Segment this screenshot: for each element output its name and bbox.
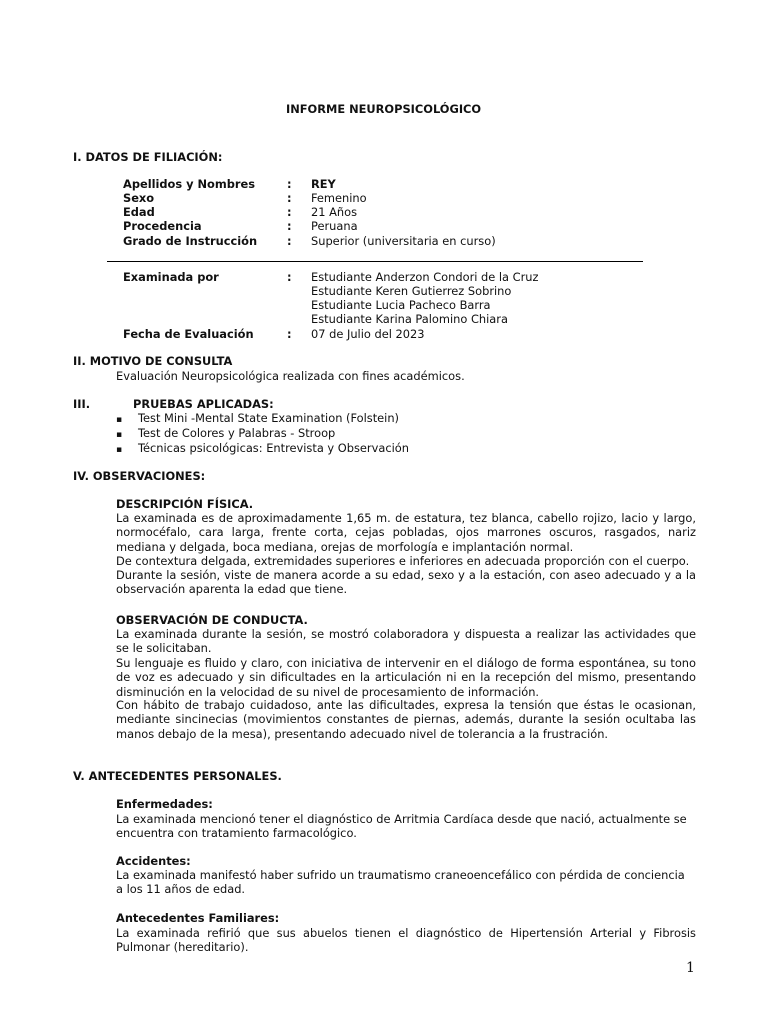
- section-v-heading: V. ANTECEDENTES PERSONALES.: [73, 769, 282, 783]
- value-fecha: 07 de Julio del 2023: [311, 327, 425, 341]
- conducta-paragraph-3: Con hábito de trabajo cuidadoso, ante las dificultades, expresa la tensión que éstas le ocasionan, mediante sincinecias (movimientos constantes de piernas, además, durante la sesión ocultaba las manos debajo de la mesa), presentando adecuado nivel de tolerancia a la frustración.: [116, 698, 696, 741]
- conducta-paragraph-2: Su lenguaje es fluido y claro, con iniciativa de intervenir en el diálogo de forma espontánea, su tono de voz es adecuado y sin dificultades en la articulación ni en la recepción del mismo, presentando disminución en la velocidad de su nivel de procesamiento de información.: [116, 656, 696, 699]
- value-edad: 21 Años: [311, 205, 358, 219]
- examiner-3: Estudiante Lucia Pacheco Barra: [311, 298, 491, 312]
- section-iv-heading: IV. OBSERVACIONES:: [73, 469, 206, 483]
- bullet-icon: ▪: [116, 445, 123, 455]
- colon: :: [287, 219, 292, 233]
- motivo-text: Evaluación Neuropsicológica realizada con fines académicos.: [116, 369, 465, 383]
- conducta-heading: OBSERVACIÓN DE CONDUCTA.: [116, 613, 308, 627]
- list-item: [116, 426, 335, 442]
- accidentes-line-2: a los 11 años de edad.: [116, 882, 246, 896]
- colon: :: [287, 270, 292, 284]
- label-sexo: Sexo: [123, 191, 155, 205]
- label-edad: Edad: [123, 205, 155, 219]
- report-title: INFORME NEUROPSICOLÓGICO: [286, 102, 482, 116]
- value-sexo: Femenino: [311, 191, 367, 205]
- page-number: 1: [686, 960, 695, 976]
- test-item-2: Test de Colores y Palabras - Stroop: [138, 426, 336, 440]
- label-apellidos: Apellidos y Nombres: [123, 177, 256, 191]
- colon: :: [287, 177, 292, 191]
- label-grado: Grado de Instrucción: [123, 234, 258, 248]
- examiner-1: Estudiante Anderzon Condori de la Cruz: [311, 270, 539, 284]
- bullet-icon: ▪: [116, 415, 123, 425]
- examiner-2: Estudiante Keren Gutierrez Sobrino: [311, 284, 512, 298]
- fisica-paragraph-2: De contextura delgada, extremidades superiores e inferiores en adecuada proporción con el cuerpo.: [116, 554, 690, 568]
- section-ii-heading: II. MOTIVO DE CONSULTA: [73, 354, 233, 368]
- familiares-paragraph: La examinada refirió que sus abuelos tienen el diagnóstico de Hipertensión Arterial y Fibrosis Pulmonar (hereditario).: [116, 926, 696, 955]
- section-i-heading: I. DATOS DE FILIACIÓN:: [73, 150, 223, 164]
- colon: :: [287, 234, 292, 248]
- colon: :: [287, 205, 292, 219]
- section-iii-heading: PRUEBAS APLICADAS:: [133, 397, 274, 411]
- list-item: [116, 411, 399, 427]
- value-grado: Superior (universitaria en curso): [311, 234, 496, 248]
- test-item-1: Test Mini -Mental State Examination (Folstein): [138, 411, 399, 425]
- test-item-3: Técnicas psicológicas: Entrevista y Observación: [138, 441, 409, 455]
- fisica-paragraph-3: Durante la sesión, viste de manera acorde a su edad, sexo y a la estación, con aseo adecuado y a la observación aparenta la edad que tiene.: [116, 568, 696, 597]
- accidentes-heading: Accidentes:: [116, 854, 191, 868]
- bullet-icon: ▪: [116, 430, 123, 440]
- examiner-4: Estudiante Karina Palomino Chiara: [311, 312, 508, 326]
- divider-line: [107, 261, 643, 262]
- enfermedades-heading: Enfermedades:: [116, 797, 213, 811]
- value-procedencia: Peruana: [311, 219, 358, 233]
- conducta-paragraph-1: La examinada durante la sesión, se mostró colaboradora y dispuesta a realizar las actividades que se le solicitaban.: [116, 627, 696, 656]
- list-item: [116, 441, 409, 457]
- accidentes-line-1: La examinada manifestó haber sufrido un traumatismo craneoencefálico con pérdida de conciencia: [116, 868, 685, 882]
- colon: :: [287, 191, 292, 205]
- label-fecha: Fecha de Evaluación: [123, 327, 254, 341]
- familiares-heading: Antecedentes Familiares:: [116, 911, 280, 925]
- fisica-heading: DESCRIPCIÓN FÍSICA.: [116, 497, 254, 511]
- fisica-paragraph-1: La examinada es de aproximadamente 1,65 m. de estatura, tez blanca, cabello rojizo, lacio y largo, normocéfalo, cara larga, frente corta, cejas pobladas, ojos marrones oscuros, rasgados, nariz mediana y delgada, boca mediana, orejas de morfología e implantación normal.: [116, 511, 696, 554]
- label-procedencia: Procedencia: [123, 219, 202, 233]
- label-examinada: Examinada por: [123, 270, 219, 284]
- enfermedades-line-2: encuentra con tratamiento farmacológico.: [116, 826, 357, 840]
- enfermedades-line-1: La examinada mencionó tener el diagnóstico de Arritmia Cardíaca desde que nació, actualmente se: [116, 812, 687, 826]
- colon: :: [287, 327, 292, 341]
- section-iii-number: III.: [73, 397, 91, 411]
- value-apellidos: REY: [311, 177, 336, 191]
